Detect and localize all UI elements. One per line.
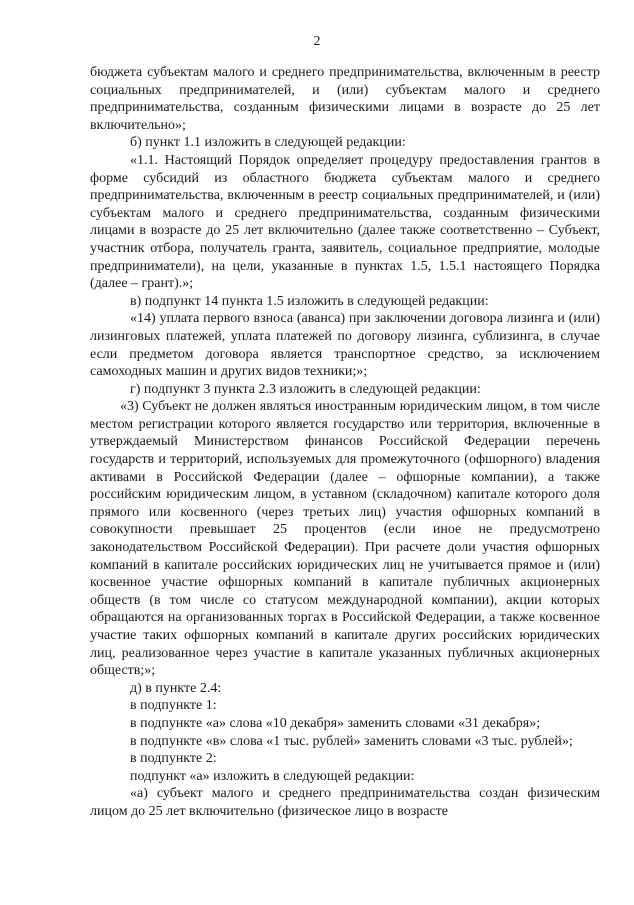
page-number: 2 bbox=[313, 34, 321, 49]
paragraph-subclause-a-replace: в подпункте «а» слова «10 декабря» заменить словами «31 декабря»; bbox=[130, 715, 541, 731]
paragraph-subclause-a-text: «а) субъект малого и среднего предпринимательства создан физическим лицом до 25 лет включительно (физическое лицо в возрасте bbox=[90, 786, 600, 819]
paragraph-item-v: в) подпункт 14 пункта 1.5 изложить в следующей редакции: bbox=[130, 293, 489, 309]
paragraph-budget-continuation: бюджета субъектам малого и среднего предпринимательства, включенным в реестр социальных предпринимателей, и (или) субъектам малого и среднего предпринимательства, созданным физическими лицами в возрасте до 25 лет включительно»; bbox=[90, 65, 600, 133]
paragraph-subclause-14: «14) уплата первого взноса (аванса) при заключении договора лизинга и (или) лизинговых платежей, уплата платежей по договору лизинга, сублизинга, в случае если предметом договора является транспортное средство, за исключением самоходных машин и других видов техники;»; bbox=[90, 311, 600, 380]
paragraph-item-g: г) подпункт 3 пункта 2.3 изложить в следующей редакции: bbox=[130, 381, 481, 397]
paragraph-subclause-3: «3) Субъект не должен являться иностранным юридическим лицом, в том числе местом регистрации которого является государство или территория, включенные в утверждаемый Министерством финансов Российской Федерации перечень государств и территорий, используемых для промежуточного (офшорного) владения активами в Российской Федерации (далее – офшорные компании), а также российским юридическим лицом, в уставном (складочном) капитале которого доля прямого или косвенного (через третьих лиц) участия офшорных компаний в совокупности превышает 25 процентов (если иное не предусмотрено законодательством Российской Федерации). При расчете доли участия офшорных компаний в капитале российских юридических лиц не учитывается прямое и (или) косвенное участие офшорных компаний в капитале публичных акционерных обществ (в том числе со статусом международной компании), акции которых обращаются на организованных торгах в Российской Федерации, а также косвенное участие таких офшорных компаний в капитале других российских юридических лиц, реализованное через участие в капитале указанных публичных акционерных обществ;»; bbox=[90, 399, 600, 679]
paragraph-subclause-v-replace: в подпункте «в» слова «1 тыс. рублей» заменить словами «3 тыс. рублей»; bbox=[130, 733, 573, 749]
paragraph-subclause-a-edit: подпункт «а» изложить в следующей редакции: bbox=[130, 768, 415, 784]
paragraph-subclause-1-heading: в подпункте 1: bbox=[130, 698, 217, 714]
paragraph-item-d: д) в пункте 2.4: bbox=[130, 680, 222, 696]
document-body bbox=[90, 64, 600, 821]
paragraph-item-b: б) пункт 1.1 изложить в следующей редакции: bbox=[130, 135, 406, 151]
paragraph-subclause-2-heading: в подпункте 2: bbox=[130, 751, 217, 767]
paragraph-clause-1-1: «1.1. Настоящий Порядок определяет процедуру предоставления грантов в форме субсидий из областного бюджета субъектам малого и среднего предпринимательства, включенным в реестр социальных предпринимателей, и (или) субъектам малого и среднего предпринимательства, созданным физическими лицами в возрасте до 25 лет включительно (далее также соответственно – Субъект, участник отбора, получатель гранта, заявитель, социальное предприятие, молодые предприниматели), на цели, указанные в пунктах 1.5, 1.5.1 настоящего Порядка (далее – грант).»; bbox=[90, 152, 600, 292]
